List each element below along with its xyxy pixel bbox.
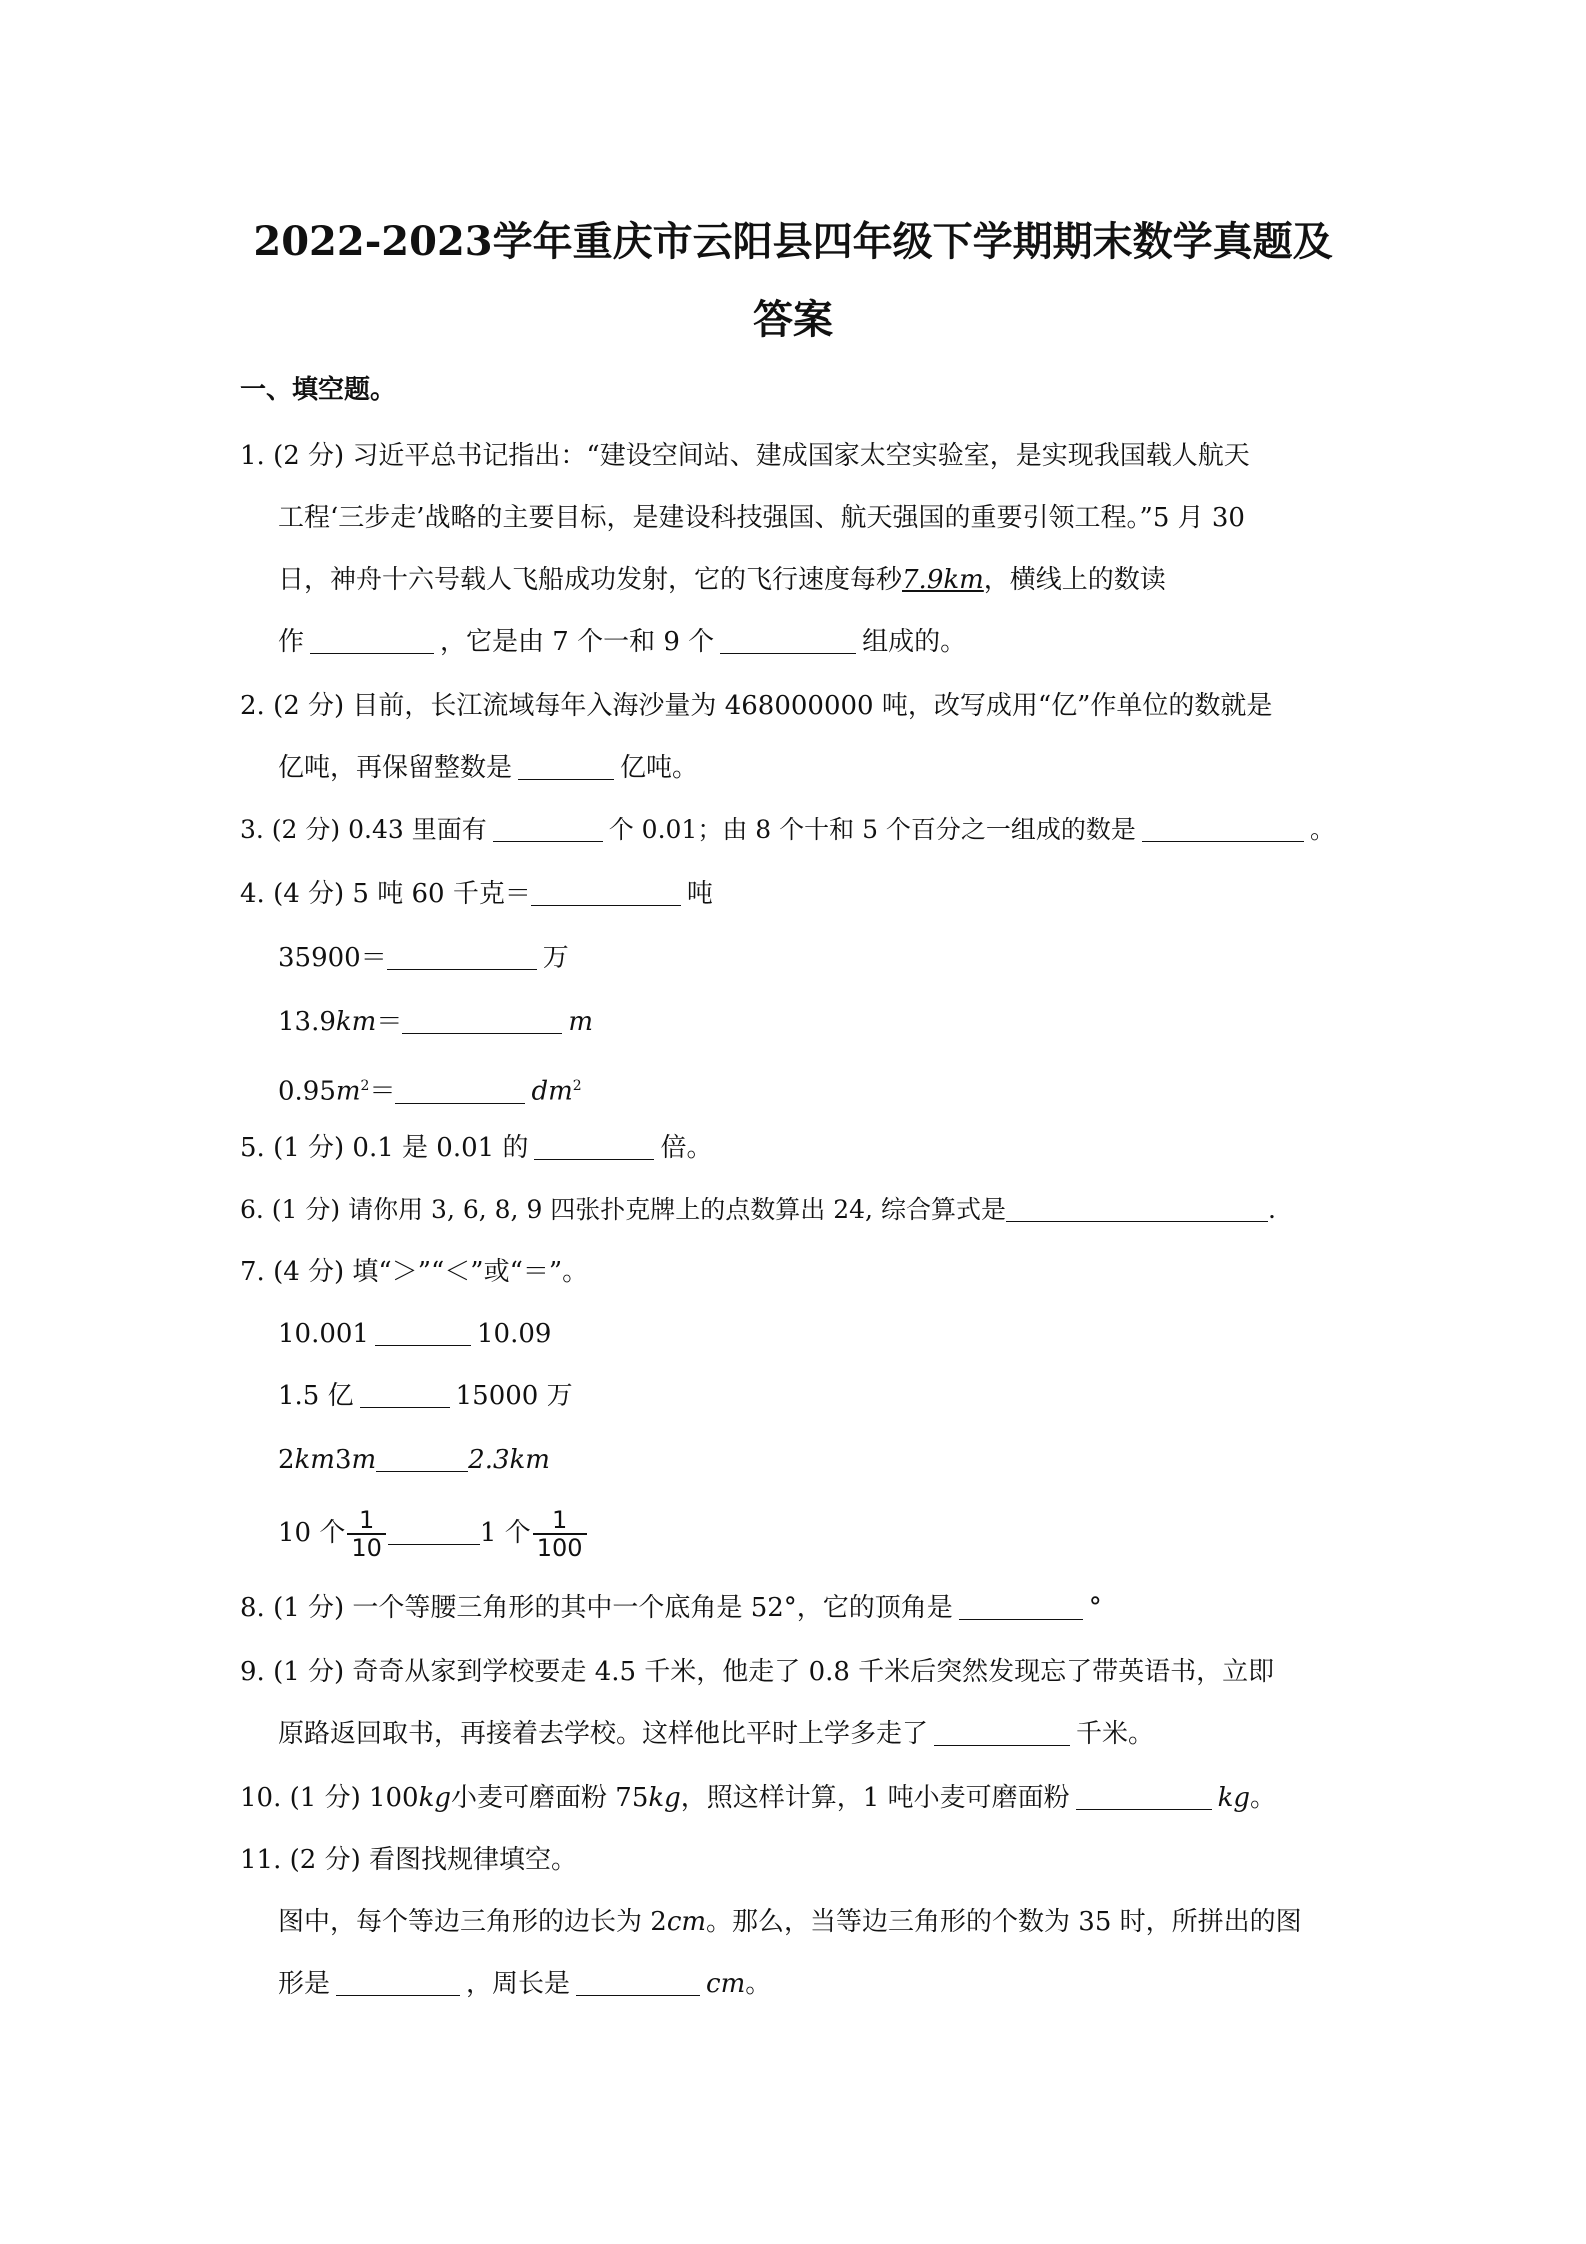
q4-text: 吨 [686,879,713,909]
q7-text: 1.5 亿 [278,1381,354,1411]
q7-row-3 [278,1442,550,1478]
answer-blank[interactable] [959,1593,1083,1620]
answer-blank[interactable] [375,1319,471,1346]
unit: cm [706,1969,746,1999]
q9-line-1: 9. (1 分) 奇奇从家到学校要走 4.5 千米，他走了 0.8 千米后突然发现忘了带英语书，立即 [240,1657,1275,1687]
q7-line-1: 7. (4 分) 填“＞”“＜”或“＝”。 [240,1257,589,1287]
page-title-line-2: 答案 [753,296,833,343]
q3-text: 3. (2 分) 0.43 里面有 [240,815,487,844]
q7-text: 10 个 [278,1518,346,1548]
q7-row-1 [278,1316,551,1352]
q1-line-2: 工程‘三步走’战略的主要目标，是建设科技强国、航天强国的重要引领工程。”5 月 30 [278,503,1245,533]
fraction [347,1507,386,1561]
unit: cm [666,1907,707,1937]
q2-line-1: 2. (2 分) 目前，长江流域每年入海沙量为 468000000 吨，改写成用“亿”作单位的数就是 [240,691,1273,721]
q10-text: 10. (1 分) 100 [240,1783,419,1813]
superscript: 2 [572,1078,582,1094]
answer-blank[interactable] [310,627,434,654]
q11-text: ，周长是 [466,1969,571,1999]
unit: m [568,1007,593,1037]
q6-line [240,1192,1276,1228]
unit: dm [531,1076,573,1107]
q3-line [240,812,1335,848]
q4-line-2 [278,940,569,976]
q7-text: 10.09 [476,1319,552,1349]
answer-blank[interactable] [518,753,614,780]
fraction-denominator: 100 [536,1534,583,1562]
q2-text: 亿吨。 [620,753,699,783]
q7-text: 3 [334,1445,352,1475]
q6-text: . [1267,1195,1276,1224]
unit: m [335,1076,361,1107]
q7-row-2 [278,1378,573,1414]
q4-line-3 [278,1004,593,1040]
answer-blank[interactable] [493,815,603,842]
q11-line-1: 11. (2 分) 看图找规律填空。 [240,1845,577,1875]
q9-text: 原路返回取书，再接着去学校。这样他比平时上学多走了 [278,1719,929,1749]
q11-text: 图中，每个等边三角形的边长为 2 [278,1907,667,1937]
q11-line-2 [278,1904,1302,1940]
unit: km [335,1007,377,1037]
answer-blank[interactable] [402,1007,562,1034]
q6-text: 6. (1 分) 请你用 3, 6, 8, 9 四张扑克牌上的点数算出 24, 综合算式是 [240,1195,1006,1224]
q8-text: ° [1088,1593,1102,1623]
answer-blank[interactable] [534,1133,654,1160]
q4-text: ＝ [369,1076,396,1107]
q7-text: 2.3 [468,1445,510,1475]
unit: km [509,1445,550,1475]
fraction-denominator: 10 [351,1534,382,1562]
answer-blank[interactable] [360,1381,450,1408]
q11-text: 形是 [278,1969,331,1999]
q10-text: ，照这样计算，1 吨小麦可磨面粉 [680,1783,1070,1813]
q9-text: 千米。 [1076,1719,1155,1749]
q2-text: 亿吨，再保留整数是 [278,753,513,783]
q11-text: 。那么，当等边三角形的个数为 35 时，所拼出的图 [706,1907,1302,1937]
q1-line-4 [278,624,966,660]
q7-text: 1 个 [479,1518,531,1548]
answer-blank[interactable] [376,1445,468,1472]
answer-blank[interactable] [1076,1783,1212,1810]
unit: kg [648,1783,681,1813]
answer-blank[interactable] [934,1719,1070,1746]
q4-text: 万 [542,943,569,973]
q7-text: 10.001 [278,1319,369,1349]
q1-text: 日，神舟十六号载人飞船成功发射，它的飞行速度每秒 [278,565,903,595]
unit: m [351,1445,377,1475]
q11-line-3 [278,1966,771,2002]
q11-text: 。 [745,1969,772,1999]
q10-text: 。 [1250,1783,1277,1813]
q1-text: ，横线上的数读 [983,565,1166,595]
answer-blank[interactable] [531,879,681,906]
page-title-line-1: 2022-2023学年重庆市云阳县四年级下学期期末数学真题及 [253,218,1333,265]
fraction [533,1507,587,1561]
answer-blank[interactable] [388,1518,480,1545]
q5-text: 倍。 [660,1133,713,1163]
q4-text: ＝ [376,1007,403,1037]
q7-text: 15000 万 [455,1381,573,1411]
unit: kg [418,1783,452,1813]
q4-text: 13.9 [278,1007,336,1037]
answer-blank[interactable] [720,627,856,654]
q7-text: 2 [278,1445,295,1475]
q9-line-2 [278,1716,1154,1752]
q2-line-2 [278,750,698,786]
q4-text: 35900＝ [278,943,387,973]
q8-line [240,1590,1102,1626]
answer-blank[interactable] [395,1077,525,1104]
q4-text: 0.95 [278,1076,336,1107]
answer-blank[interactable] [1006,1195,1268,1222]
q8-text: 8. (1 分) 一个等腰三角形的其中一个底角是 52°，它的顶角是 [240,1593,953,1623]
q1-text: 组成的。 [862,627,967,657]
section-heading: 一、填空题。 [240,375,397,405]
q3-text: 。 [1309,815,1335,844]
q5-text: 5. (1 分) 0.1 是 0.01 的 [240,1133,529,1163]
q1-underlined-value: 7.9km [902,565,984,595]
answer-blank[interactable] [387,943,537,970]
q1-line-1: 1. (2 分) 习近平总书记指出：“建设空间站、建成国家太空实验室，是实现我国载人航天 [240,441,1250,471]
q4-line-4 [278,1068,582,1110]
q1-line-3 [278,562,1166,598]
fraction-numerator: 1 [551,1506,568,1534]
q10-line [240,1780,1276,1816]
superscript: 2 [360,1078,370,1094]
answer-blank[interactable] [336,1969,460,1996]
q1-text: ，它是由 7 个一和 9 个 [440,627,715,657]
q1-text: 作 [278,627,305,657]
answer-blank[interactable] [576,1969,700,1996]
q10-text: 小麦可磨面粉 75 [451,1783,649,1813]
unit: km [294,1445,335,1475]
q4-text: 4. (4 分) 5 吨 60 千克＝ [240,879,531,909]
unit: kg [1217,1783,1250,1813]
q3-text: 个 0.01；由 8 个十和 5 个百分之一组成的数是 [608,815,1136,844]
answer-blank[interactable] [1142,815,1304,842]
q5-line [240,1130,712,1166]
fraction-numerator: 1 [358,1506,375,1534]
q7-row-4 [278,1500,589,1566]
q4-line-1 [240,876,713,912]
